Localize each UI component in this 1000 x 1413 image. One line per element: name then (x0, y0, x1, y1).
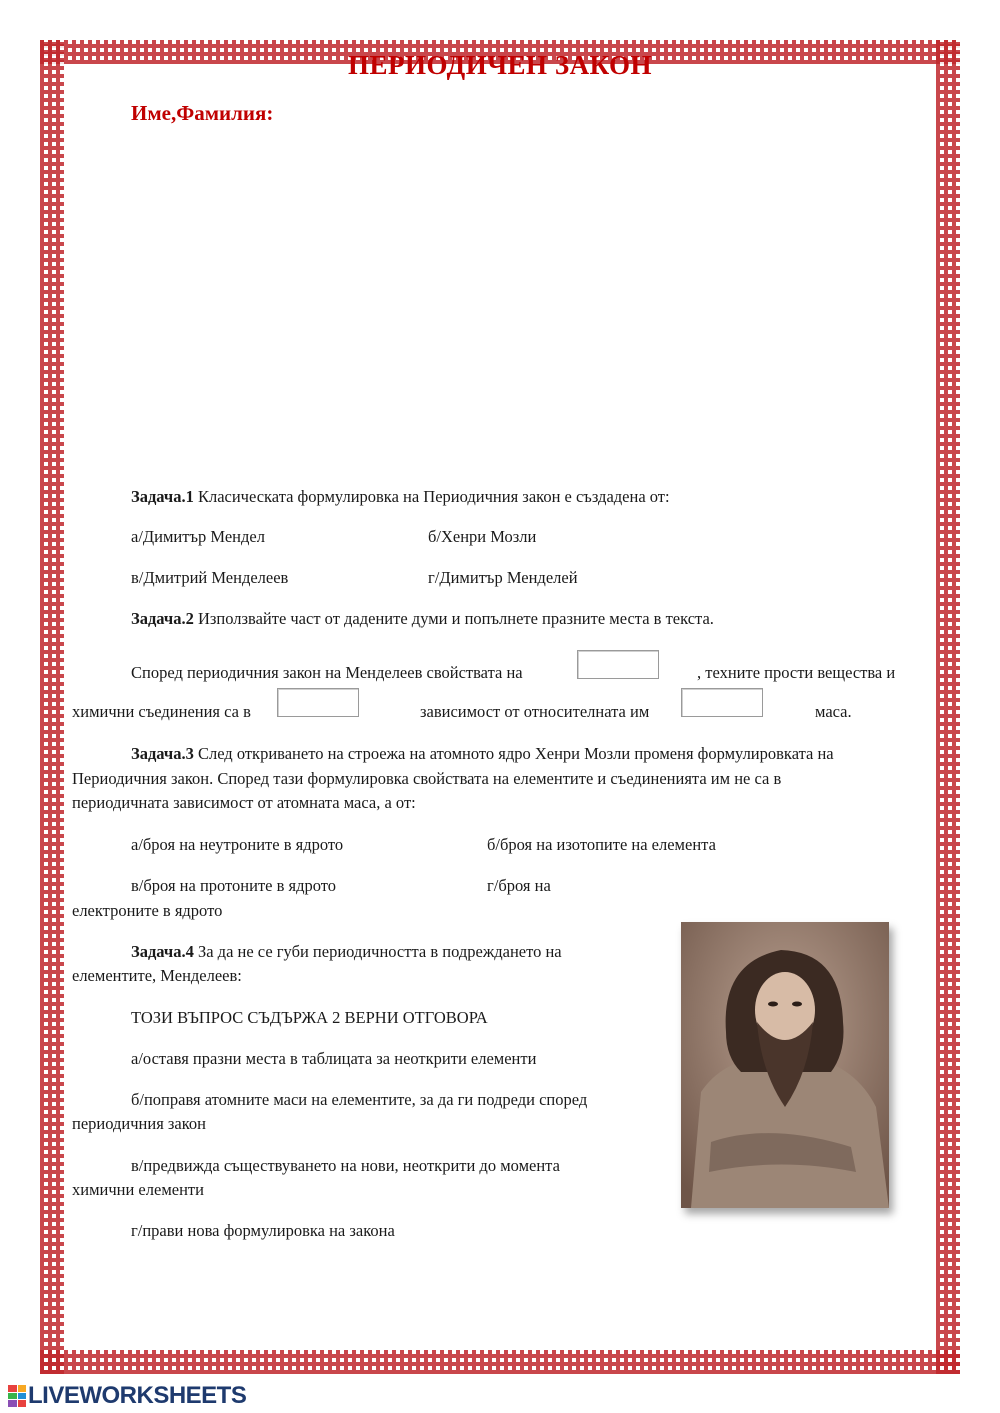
task1-option-v[interactable]: в/Дмитрий Менделеев (131, 568, 289, 587)
task3-text: След откриването на строежа на атомното ядро Хенри Мозли променя формулировката на (193, 744, 834, 763)
liveworksheets-logo-text: LIVEWORKSHEETS (28, 1382, 247, 1409)
task2-blank-3[interactable] (681, 688, 763, 717)
task2-line2-b: зависимост от относителната им (420, 702, 650, 721)
task2-label: Задача.2 (131, 609, 194, 628)
task2-blank-1[interactable] (577, 650, 659, 679)
task3-option-a[interactable]: а/броя на неутроните в ядрото (131, 835, 344, 854)
decorative-border-bottom (40, 1350, 960, 1374)
task1-option-g[interactable]: г/Димитър Менделей (428, 568, 578, 587)
task3-option-b[interactable]: б/броя на изотопите на елемента (487, 835, 716, 854)
task4-prompt (131, 940, 562, 964)
task4-note: ТОЗИ ВЪПРОС СЪДЪРЖА 2 ВЕРНИ ОТГОВОРА (131, 1008, 488, 1027)
liveworksheets-logo-icon (8, 1385, 26, 1407)
name-label: Име,Фамилия: (131, 101, 274, 125)
task3-line2: Периодичния закон. Според тази формулировка свойствата на елементите и съединенията им не са в (72, 769, 782, 788)
liveworksheets-logo[interactable] (8, 1384, 246, 1408)
task4-option-b[interactable]: б/поправя атомните маси на елементите, за да ги подреди според (131, 1090, 588, 1109)
task3-line3: периодичната зависимост от атомната маса, а от: (72, 793, 416, 812)
task3-option-g-continued[interactable]: електроните в ядрото (72, 901, 223, 920)
decorative-border-left (40, 40, 64, 1374)
page-title: ПЕРИОДИЧЕН ЗАКОН (348, 50, 652, 80)
task3-option-v[interactable]: в/броя на протоните в ядрото (131, 876, 337, 895)
task3-option-g[interactable]: г/броя на (487, 876, 551, 895)
task1-option-a[interactable]: а/Димитър Мендел (131, 527, 265, 546)
task3-prompt (131, 742, 834, 766)
task2-line2-c: маса. (815, 702, 852, 721)
task2-blank-2[interactable] (277, 688, 359, 717)
task1-option-b[interactable]: б/Хенри Мозли (428, 527, 537, 546)
task4-line2: елементите, Менделеев: (72, 966, 242, 985)
task2-line1-a: Според периодичния закон на Менделеев свойствата на (131, 663, 523, 682)
task2-text: Използвайте част от дадените думи и попълнете празните места в текста. (193, 609, 714, 628)
task2-line2-a: химични съединения са в (72, 702, 251, 721)
task4-option-b-continued[interactable]: периодичния закон (72, 1114, 207, 1133)
task4-label: Задача.4 (131, 942, 194, 961)
task4-option-v[interactable]: в/предвижда съществуването на нови, неоткрити до момента (131, 1156, 560, 1175)
task4-option-a[interactable]: а/оставя празни места в таблицата за неоткрити елементи (131, 1049, 537, 1068)
task4-text: За да не се губи периодичността в подреждането на (193, 942, 562, 961)
task1-prompt (131, 485, 670, 509)
task1-label: Задача.1 (131, 487, 194, 506)
decorative-border-right (936, 40, 960, 1374)
task4-option-v-continued[interactable]: химични елементи (72, 1180, 204, 1199)
task2-prompt (131, 607, 714, 631)
task2-line1-b: , техните прости вещества и (697, 663, 896, 682)
mendeleev-portrait (681, 922, 889, 1208)
task4-option-g[interactable]: г/прави нова формулировка на закона (131, 1221, 395, 1240)
task1-text: Класическата формулировка на Периодичния закон е създадена от: (193, 487, 670, 506)
task3-label: Задача.3 (131, 744, 194, 763)
